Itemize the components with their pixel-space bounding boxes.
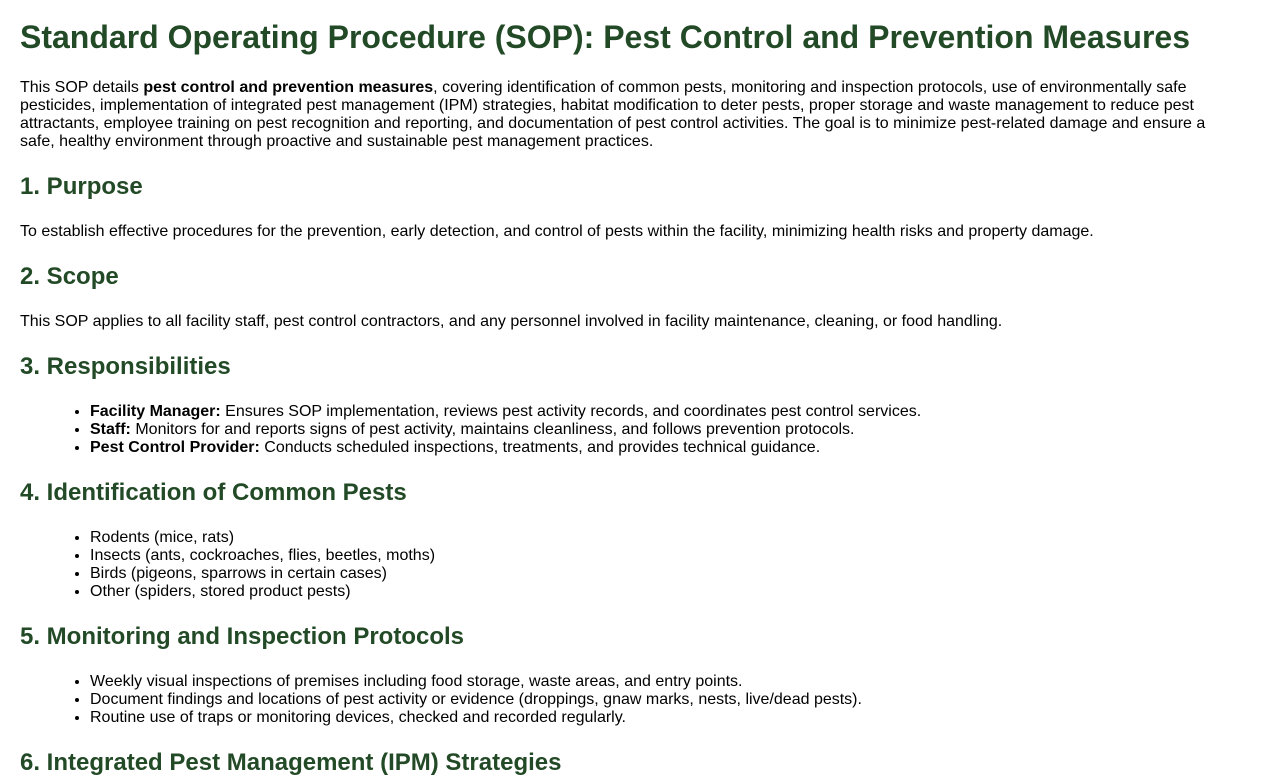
list-item: • Weekly visual inspections of premises including food storage, waste areas, and entry points. xyxy=(90,673,1243,691)
role-label: Pest Control Provider: xyxy=(90,439,260,456)
role-label: Staff: xyxy=(90,421,131,438)
section-heading-monitoring: 5. Monitoring and Inspection Protocols xyxy=(20,623,465,650)
list-item: • Rodents (mice, rats) xyxy=(90,529,1243,547)
list-item: • Birds (pigeons, sparrows in certain cases) xyxy=(90,565,1243,583)
list-item xyxy=(90,439,1243,457)
page-title: Standard Operating Procedure (SOP): Pest Control and Prevention Measures xyxy=(20,19,1191,55)
role-description: Monitors for and reports signs of pest activity, maintains cleanliness, and follows prevention protocols. xyxy=(130,421,855,438)
list-item: • Document findings and locations of pest activity or evidence (droppings, gnaw marks, nests, live/dead pests). xyxy=(90,691,1243,709)
section-heading-scope: 2. Scope xyxy=(20,263,119,290)
list-item xyxy=(90,403,1243,421)
role-label: Facility Manager: xyxy=(90,403,221,420)
role-description: Ensures SOP implementation, reviews pest activity records, and coordinates pest control services. xyxy=(220,403,922,420)
list-item: • Routine use of traps or monitoring devices, checked and recorded regularly. xyxy=(90,709,1243,727)
section-heading-responsibilities: 3. Responsibilities xyxy=(20,353,231,380)
list-item: • Insects (ants, cockroaches, flies, beetles, moths) xyxy=(90,547,1243,565)
scope-text: This SOP applies to all facility staff, pest control contractors, and any personnel involved in facility maintenance, cleaning, or food handling. xyxy=(20,313,1003,330)
section-heading-purpose: 1. Purpose xyxy=(20,173,143,200)
intro-rest: , covering identification of common pests, monitoring and inspection protocols, use of environmentally safe pesticides, implementation of integrated pest management (IPM) strategies, habitat modification to deter pests, proper storage and waste management to reduce pest attractants, employee training on pest recognition and reporting, and documentation of pest control activities. The goal is to minimize pest-related damage and ensure a safe, healthy environment through proactive and sustainable pest management practices. xyxy=(20,79,1206,150)
intro-paragraph xyxy=(20,79,1243,151)
list-item: • Other (spiders, stored product pests) xyxy=(90,583,1243,601)
purpose-text: To establish effective procedures for the prevention, early detection, and control of pests within the facility, minimizing health risks and property damage. xyxy=(20,223,1094,240)
section-heading-ipm: 6. Integrated Pest Management (IPM) Strategies xyxy=(20,749,562,776)
intro-prefix: This SOP details xyxy=(20,79,144,96)
section-heading-pests: 4. Identification of Common Pests xyxy=(20,479,407,506)
monitoring-list xyxy=(20,673,1243,727)
intro-bold-phrase: pest control and prevention measures xyxy=(143,79,434,96)
responsibilities-list xyxy=(20,403,1243,457)
list-item xyxy=(90,421,1243,439)
pests-list xyxy=(20,529,1243,601)
role-description: Conducts scheduled inspections, treatments, and provides technical guidance. xyxy=(259,439,821,456)
